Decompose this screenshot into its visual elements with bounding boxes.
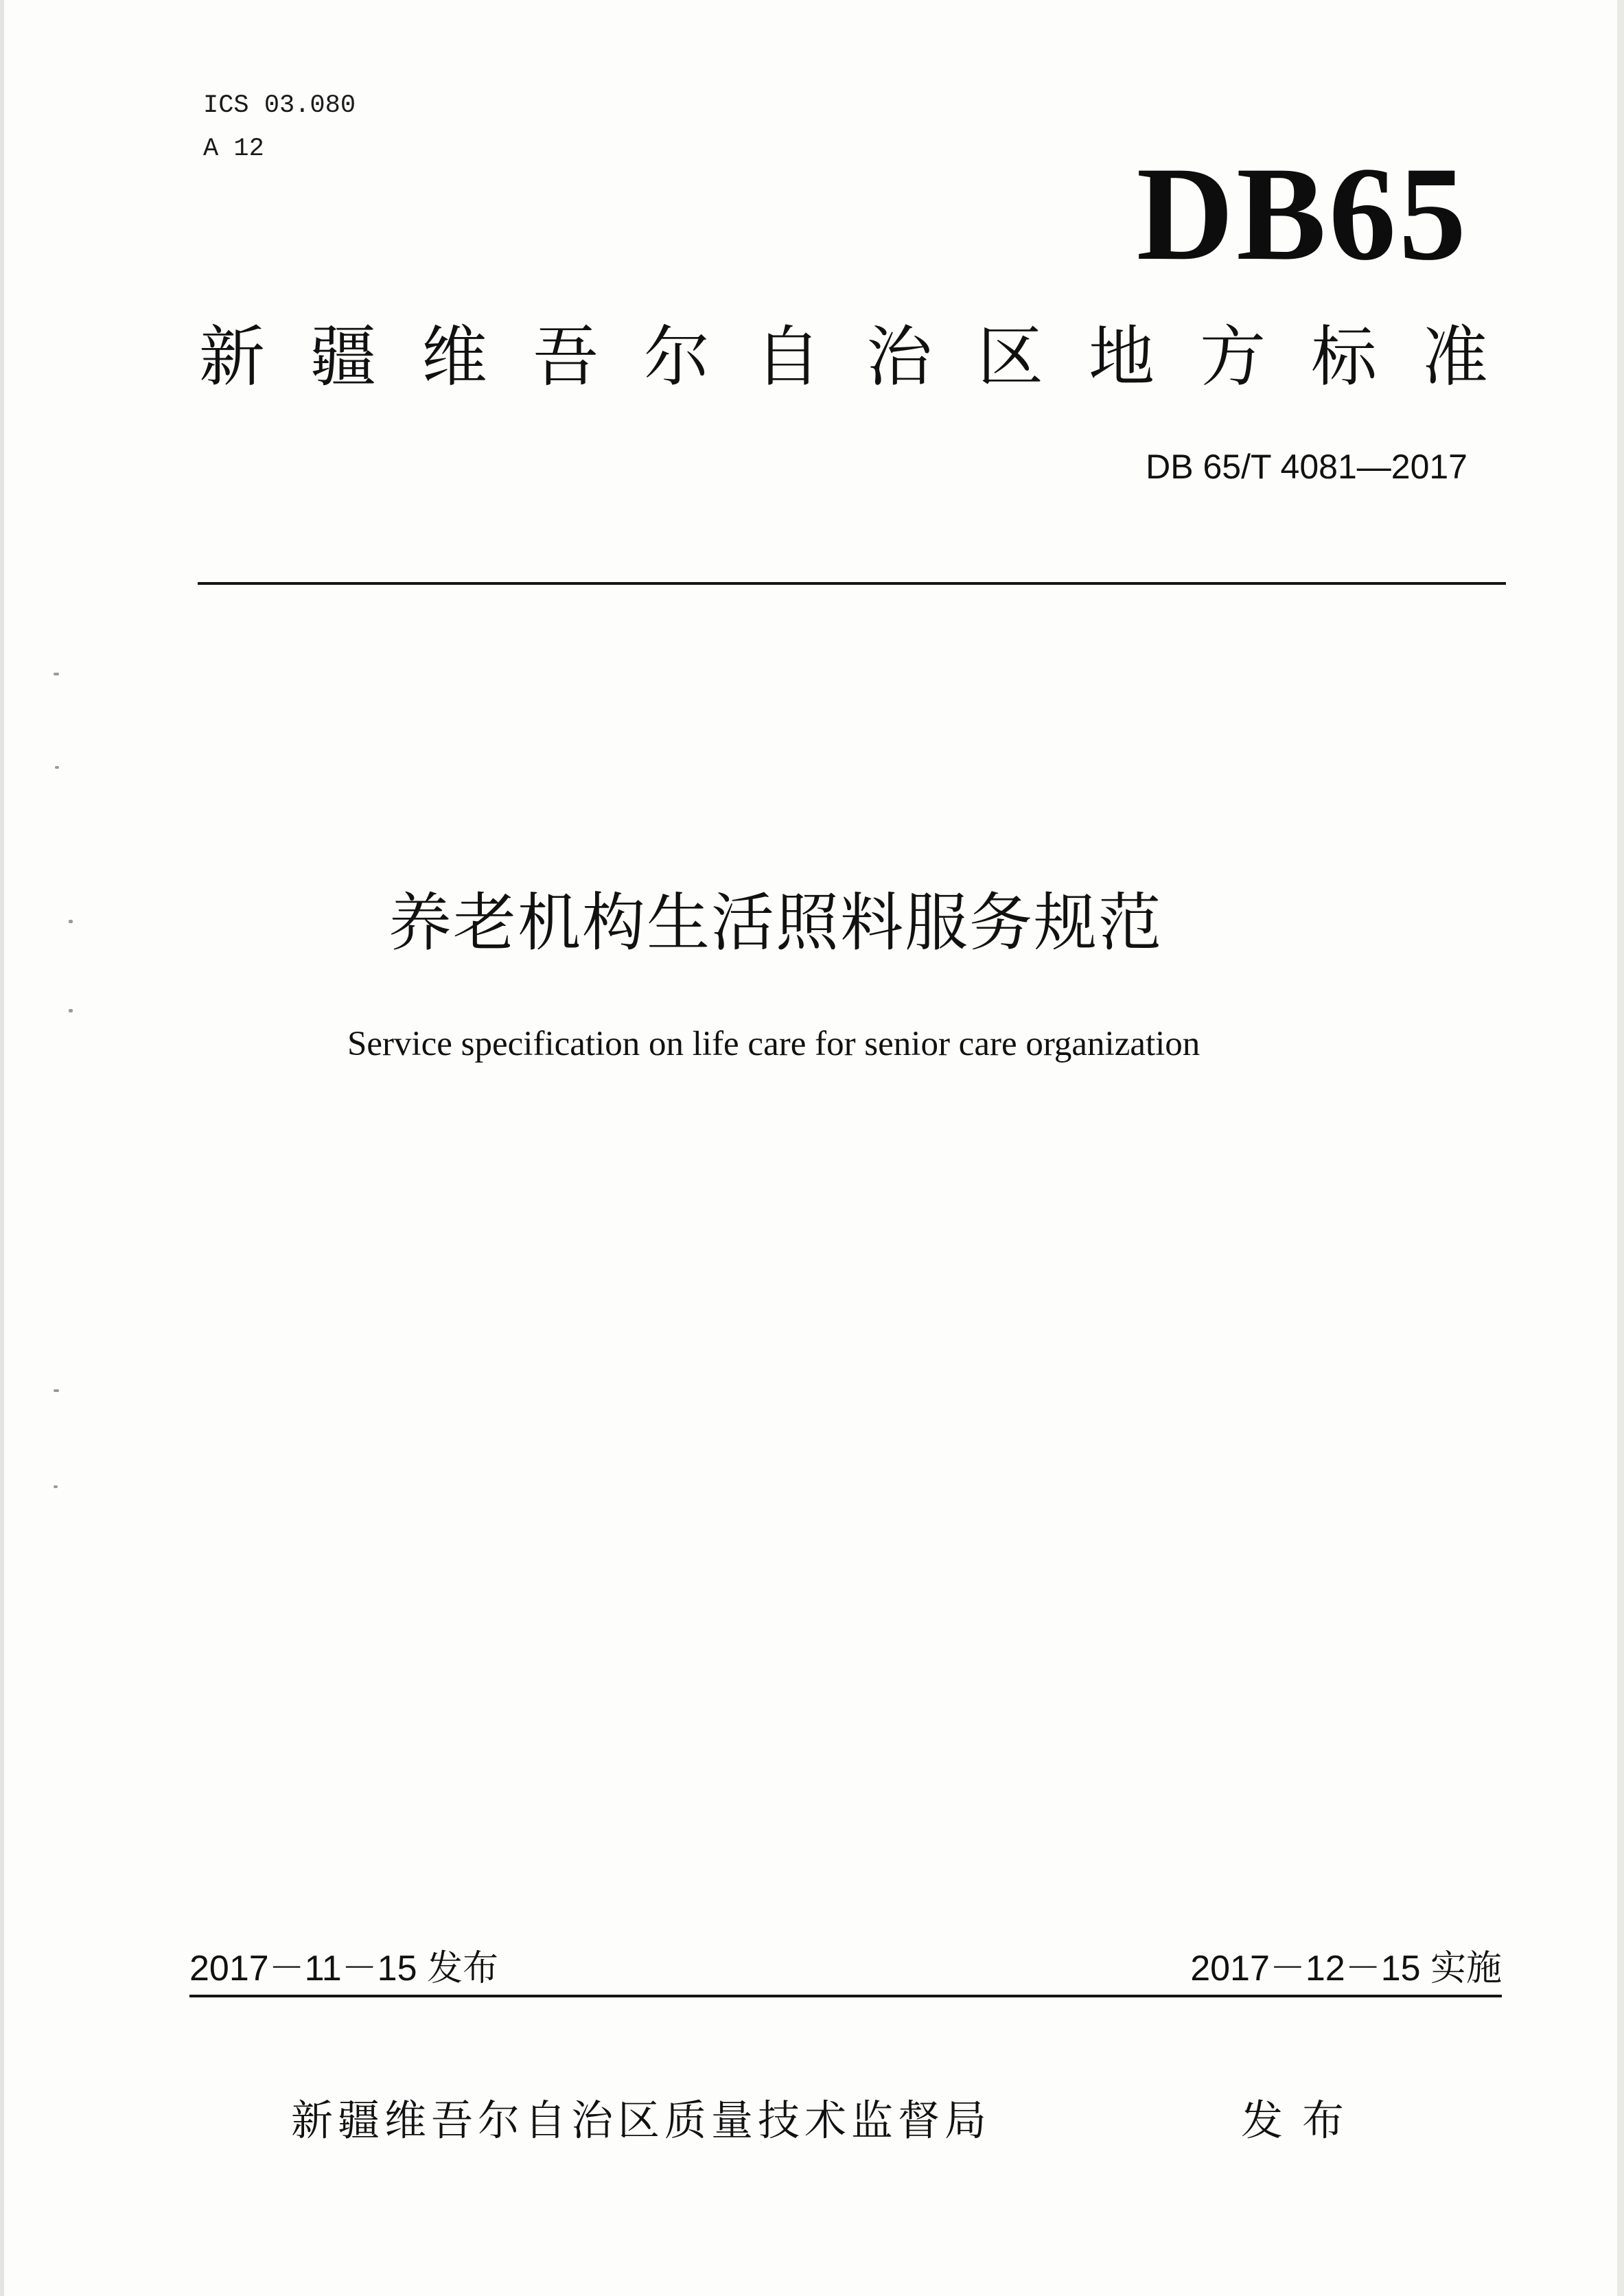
publish-label: 发布 — [1241, 2096, 1364, 2145]
classification-code: A 12 — [203, 135, 264, 163]
ics-code: ICS 03.080 — [203, 91, 356, 120]
scan-speck — [55, 766, 59, 769]
bottom-divider — [189, 1995, 1502, 1997]
issue-date: 2017－11－15 发布 — [189, 1949, 498, 1988]
title-english: Service specification on life care for senior care organization — [347, 1025, 1200, 1063]
scan-edge-left — [0, 0, 4, 2296]
scan-speck — [69, 920, 73, 923]
scan-speck — [54, 1485, 58, 1488]
db-mark: DB65 — [1136, 139, 1469, 288]
issuing-authority: 新疆维吾尔自治区质量技术监督局 — [291, 2096, 992, 2145]
scan-speck — [69, 1009, 73, 1012]
standard-type-heading: 新疆维吾尔自治区地方标准 — [199, 318, 1533, 395]
scan-edge-right — [1617, 0, 1624, 2296]
standard-number: DB 65/T 4081—2017 — [1146, 448, 1468, 486]
effective-date: 2017－12－15 实施 — [1190, 1949, 1502, 1988]
scan-speck — [54, 1389, 59, 1392]
top-divider — [198, 582, 1506, 585]
title-chinese: 养老机构生活照料服务规范 — [388, 886, 1163, 960]
scan-speck — [54, 673, 59, 675]
